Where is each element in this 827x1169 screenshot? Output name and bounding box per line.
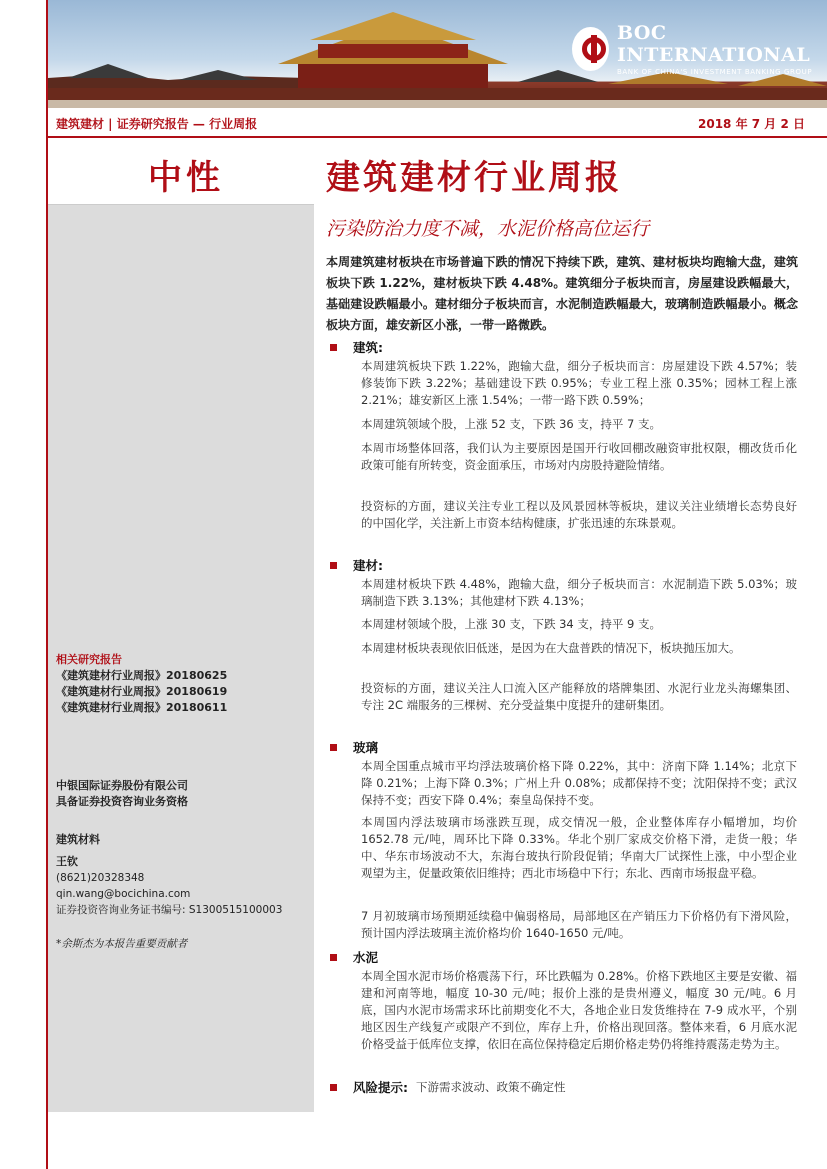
sidebar <box>48 138 314 1112</box>
section-heading-glass: 玻璃 <box>330 738 378 756</box>
analyst-info <box>56 832 308 918</box>
report-date: 2018 年 7 月 2 日 <box>698 117 805 131</box>
glass-paragraph: 本周全国重点城市平均浮法玻璃价格下降 0.22%，其中：济南下降 1.14%；北京下降 0.21%；上海下降 0.3%；广州上升 0.08%；成都保持不变；沈阳保持不变；武汉保持不变；西安下降 0.4%；秦皇岛保持不变。 <box>361 759 797 807</box>
materials-paragraph: 本周建材板块下跌 4.48%，跑输大盘，细分子板块而言：水泥制造下跌 5.03%；玻璃制造下跌 3.13%；其他建材下跌 4.13%； <box>361 577 797 608</box>
analyst-name: 王钦 <box>56 855 78 868</box>
related-reports-heading: 相关研究报告 <box>56 653 122 666</box>
materials-paragraph: 本周建材领域个股，上涨 30 支，下跌 34 支，持平 9 支。 <box>361 617 662 631</box>
related-report-item[interactable]: 《建筑建材行业周报》20180611 <box>56 701 228 714</box>
report-title: 建筑建材行业周报 <box>326 158 622 198</box>
square-bullet-icon <box>330 344 337 351</box>
summary-paragraph: 本周建筑建材板块在市场普遍下跌的情况下持续下跌，建筑、建材板块均跑输大盘，建筑板块下跌 1.22%，建材板块下跌 4.48%。建筑细分子板块而言，房屋建设跌幅最大，基础建设跌幅最小。建材细分子板块而言，水泥制造跌幅最大，玻璃制造跌幅最小。概念板块方面，雄安新区小涨，一带一路微跌。 <box>326 255 798 332</box>
firm-name: 中银国际证券股份有限公司 <box>56 779 188 792</box>
construction-paragraph: 投资标的方面，建议关注专业工程以及风景园林等板块，建议关注业绩增长态势良好的中国化学，关注新上市资本结构健康，扩张迅速的东珠景观。 <box>361 499 797 530</box>
construction-paragraph: 本周建筑板块下跌 1.22%，跑输大盘，细分子板块而言：房屋建设下跌 4.57%；装修装饰下跌 3.22%；基础建设下跌 0.95%；专业工程上涨 0.35%；园林工程上涨 2.21%；雄安新区上涨 1.54%；一带一路下跌 0.59%； <box>361 359 797 407</box>
square-bullet-icon <box>330 954 337 961</box>
section-heading-cement: 水泥 <box>330 948 378 966</box>
section-heading-building-materials: 建材: <box>330 556 383 574</box>
related-report-item[interactable]: 《建筑建材行业周报》20180625 <box>56 669 228 682</box>
related-report-item[interactable]: 《建筑建材行业周报》20180619 <box>56 685 228 698</box>
firm-qualification: 具备证券投资咨询业务资格 <box>56 795 188 808</box>
risk-label: 风险提示: <box>353 1080 408 1095</box>
materials-paragraph: 本周建材板块表现依旧低迷，是因为在大盘普跌的情况下，板块抛压加大。 <box>361 641 741 655</box>
square-bullet-icon <box>330 1084 337 1091</box>
bank-of-china-logo-icon <box>572 27 609 71</box>
related-reports <box>56 652 308 716</box>
glass-paragraph: 本周国内浮法玻璃市场涨跌互现，成交情况一般，企业整体库存小幅增加，均价 1652.78 元/吨，周环比下降 0.33%。华北个别厂家成交价格下滑，走货一般；华中、华东市场波动不大，东海台玻执行阶段促销；华南大厂试探性上涨，中小型企业观望为主，促量政策依旧维持；西北市场稳中下行；东北、西南市场报盘平稳。 <box>361 815 797 880</box>
materials-paragraph: 投资标的方面，建议关注人口流入区产能释放的塔牌集团、水泥行业龙头海螺集团、专注 2C 端服务的三棵树、充分受益集中度提升的建研集团。 <box>361 681 797 712</box>
square-bullet-icon <box>330 562 337 569</box>
risk-text: 下游需求波动、政策不确定性 <box>416 1080 566 1094</box>
construction-paragraph: 本周建筑领域个股，上涨 52 支，下跌 36 支，持平 7 支。 <box>361 417 662 431</box>
report-header-bar <box>48 108 827 138</box>
risk-warning <box>330 1078 566 1096</box>
report-subtitle: 污染防治力度不减，水泥价格高位运行 <box>326 218 650 240</box>
contributor-note: *余斯杰为本报告重要贡献者 <box>56 938 188 950</box>
construction-paragraph: 本周市场整体回落，我们认为主要原因是国开行收回棚改融资审批权限，棚改货币化政策可能有所转变，资金面承压，市场对内房股持避险情绪。 <box>361 441 797 472</box>
sector-name: 建筑材料 <box>56 833 100 846</box>
analyst-email[interactable]: qin.wang@bocichina.com <box>56 888 191 900</box>
rating: 中性 <box>148 158 224 198</box>
glass-paragraph: 7 月初玻璃市场预期延续稳中偏弱格局，局部地区在产销压力下价格仍有下滑风险，预计国内浮法玻璃主流价格均价 1640-1650 元/吨。 <box>361 909 797 940</box>
section-heading-construction: 建筑: <box>330 338 383 356</box>
analyst-certificate: 证券投资咨询业务证书编号: S1300515100003 <box>56 904 283 916</box>
analyst-phone: (8621)20328348 <box>56 872 145 884</box>
square-bullet-icon <box>330 744 337 751</box>
breadcrumb: 建筑建材 | 证券研究报告 — 行业周报 <box>56 117 258 131</box>
header-banner <box>48 0 827 108</box>
cement-paragraph: 本周全国水泥市场价格震荡下行，环比跌幅为 0.28%。价格下跌地区主要是安徽、福建和河南等地，幅度 10-30 元/吨；报价上涨的是贵州遵义，幅度 30 元/吨。6 月底，国内水泥市场需求环比前期变化不大，各地企业日发货维持在 7-9 成水平，个别地区因生产线复产或限产不到位，库存上升，价格出现回落。整体来看，6 月底水泥价格受益于低库位支撑，依旧在高位保持稳定后期价格走势仍将维持震荡走势为主。 <box>361 969 797 1051</box>
rating-box <box>48 138 314 205</box>
brand-subtitle: BANK OF CHINA'S INVESTMENT BANKING GROUP <box>616 68 813 76</box>
firm-info <box>56 778 308 810</box>
boci-logo <box>572 22 827 76</box>
brand-title: BOC INTERNATIONAL <box>616 22 811 66</box>
